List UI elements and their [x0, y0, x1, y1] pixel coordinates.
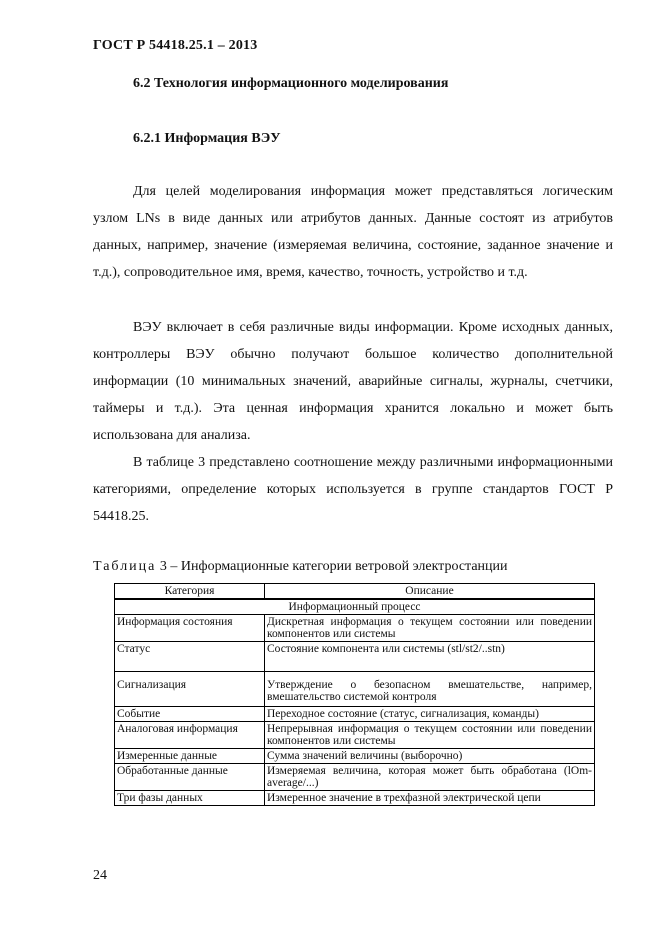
column-header-description: Описание	[265, 584, 595, 600]
category-cell: Сигнализация	[115, 672, 265, 707]
table-caption	[93, 559, 508, 575]
column-header-category: Категория	[115, 584, 265, 600]
table-row	[115, 749, 595, 764]
table-row	[115, 707, 595, 722]
table-row	[115, 615, 595, 642]
table-row	[115, 791, 595, 806]
document-header: ГОСТ Р 54418.25.1 – 2013	[93, 38, 258, 53]
description-cell: Сумма значений величины (выборочно)	[265, 749, 595, 764]
category-cell: Обработанные данные	[115, 764, 265, 791]
category-cell: Измеренные данные	[115, 749, 265, 764]
table-group-row	[115, 599, 595, 615]
table-row	[115, 642, 595, 672]
table-row	[115, 672, 595, 707]
description-cell: Измеряемая величина, которая может быть обработана (lOm-average/...)	[265, 764, 595, 791]
description-cell: Измеренное значение в трехфазной электрической цепи	[265, 791, 595, 806]
table-row	[115, 764, 595, 791]
info-categories-table	[114, 583, 595, 806]
subsection-heading: 6.2.1 Информация ВЭУ	[133, 131, 281, 146]
paragraph-3: В таблице 3 представлено соотношение между различными информационными категориями, определение которых используется в группе стандартов ГОСТ Р 54418.25.	[93, 455, 613, 524]
description-cell: Состояние компонента или системы (stl/st2/..stn)	[265, 642, 595, 672]
category-cell: Аналоговая информация	[115, 722, 265, 749]
description-cell: Непрерывная информация о текущем состоянии или поведении компонентов или системы	[265, 722, 595, 749]
category-cell: Событие	[115, 707, 265, 722]
paragraph-2: ВЭУ включает в себя различные виды информации. Кроме исходных данных, контроллеры ВЭУ обычно получают большое количество дополнительной информации (10 минимальных значений, аварийные сигналы, журналы, счетчики, таймеры и т.д.). Эта ценная информация хранится локально и может быть использована для анализа.	[93, 320, 613, 443]
category-cell: Три фазы данных	[115, 791, 265, 806]
category-cell: Статус	[115, 642, 265, 672]
description-cell: Дискретная информация о текущем состоянии или поведении компонентов или системы	[265, 615, 595, 642]
group-label: Информационный процесс	[115, 599, 595, 615]
page-number: 24	[93, 868, 107, 883]
paragraph-1: Для целей моделирования информация может представляться логическим узлом LNs в виде данных или атрибутов данных. Данные состоят из атрибутов данных, например, значение (измеряемая величина, состояние, заданное значение и т.д.), сопроводительное имя, время, качество, точность, устройство и т.д.	[93, 184, 613, 280]
section-heading: 6.2 Технология информационного моделирования	[133, 76, 449, 91]
table-caption-text: 3 – Информационные категории ветровой электростанции	[156, 559, 508, 574]
table-caption-label: Таблица	[93, 559, 157, 574]
category-cell: Информация состояния	[115, 615, 265, 642]
description-cell: Утверждение о безопасном вмешательстве, например, вмешательство системой контроля	[265, 672, 595, 707]
table-header-row	[115, 584, 595, 600]
description-cell: Переходное состояние (статус, сигнализация, команды)	[265, 707, 595, 722]
table-row	[115, 722, 595, 749]
